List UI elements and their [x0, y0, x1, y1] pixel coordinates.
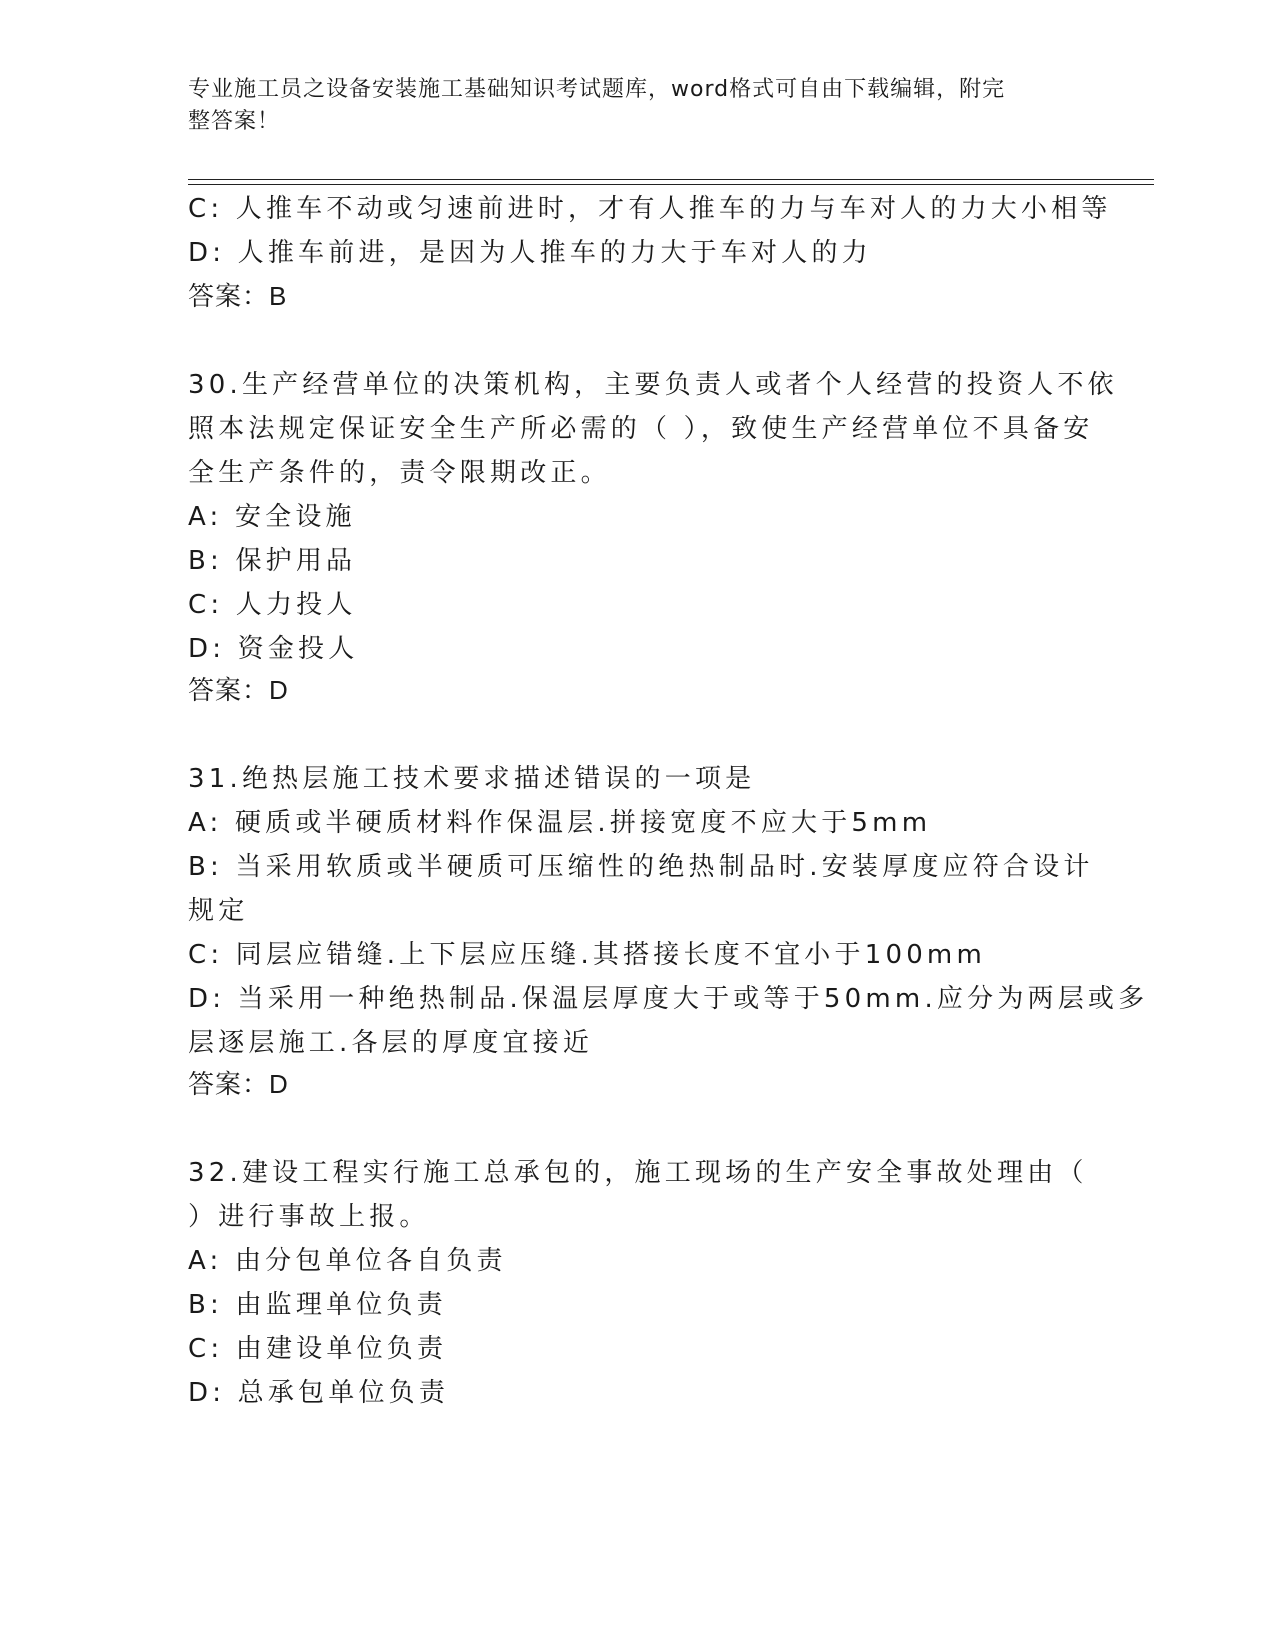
prev-option-c: C: 人推车不动或匀速前进时，才有人推车的力与车对人的力大小相等: [188, 194, 1112, 224]
q30-stem-line-3: 全生产条件的，责令限期改正。: [188, 458, 611, 488]
q32-option-a: A: 由分包单位各自负责: [188, 1246, 507, 1276]
prev-option-d: D: 人推车前进，是因为人推车的力大于车对人的力: [188, 238, 872, 268]
header-divider-bottom: [188, 184, 1154, 185]
q31-option-d-line-1: D: 当采用一种绝热制品.保温层厚度大于或等于50mm.应分为两层或多: [188, 984, 1149, 1014]
header-title-line-2: 整答案！: [188, 109, 281, 134]
header-divider-top: [188, 179, 1154, 180]
q31-option-d-line-2: 层逐层施工.各层的厚度宜接近: [188, 1028, 594, 1058]
q30-option-a: A: 安全设施: [188, 502, 356, 532]
q32-option-c: C: 由建设单位负责: [188, 1334, 448, 1364]
prev-answer: 答案：B: [188, 281, 288, 311]
document-header: [188, 74, 1068, 138]
q31-answer: 答案：D: [188, 1069, 289, 1099]
q30-stem-line-2: 照本法规定保证安全生产所必需的（ ），致使生产经营单位不具备安: [188, 414, 1094, 444]
q32-stem-line-2: ）进行事故上报。: [188, 1202, 430, 1232]
q32-option-d: D: 总承包单位负责: [188, 1378, 450, 1408]
header-title-line-1: 专业施工员之设备安装施工基础知识考试题库，word格式可自由下载编辑，附完: [188, 77, 1006, 102]
q31-option-a: A: 硬质或半硬质材料作保温层.拼接宽度不应大于5mm: [188, 808, 932, 838]
q30-stem-line-1: 30.生产经营单位的决策机构，主要负责人或者个人经营的投资人不依: [188, 370, 1118, 400]
q30-option-b: B: 保护用品: [188, 546, 357, 576]
q30-option-d: D: 资金投人: [188, 634, 359, 664]
q31-option-c: C: 同层应错缝.上下层应压缝.其搭接长度不宜小于100mm: [188, 940, 986, 970]
q32-option-b: B: 由监理单位负责: [188, 1290, 447, 1320]
q30-option-c: C: 人力投人: [188, 590, 357, 620]
q30-answer: 答案：D: [188, 675, 289, 705]
q31-option-b-line-2: 规定: [188, 896, 249, 926]
q31-option-b-line-1: B: 当采用软质或半硬质可压缩性的绝热制品时.安装厚度应符合设计: [188, 852, 1094, 882]
q31-stem-line-1: 31.绝热层施工技术要求描述错误的一项是: [188, 764, 756, 794]
q32-stem-line-1: 32.建设工程实行施工总承包的，施工现场的生产安全事故处理由（: [188, 1158, 1088, 1188]
